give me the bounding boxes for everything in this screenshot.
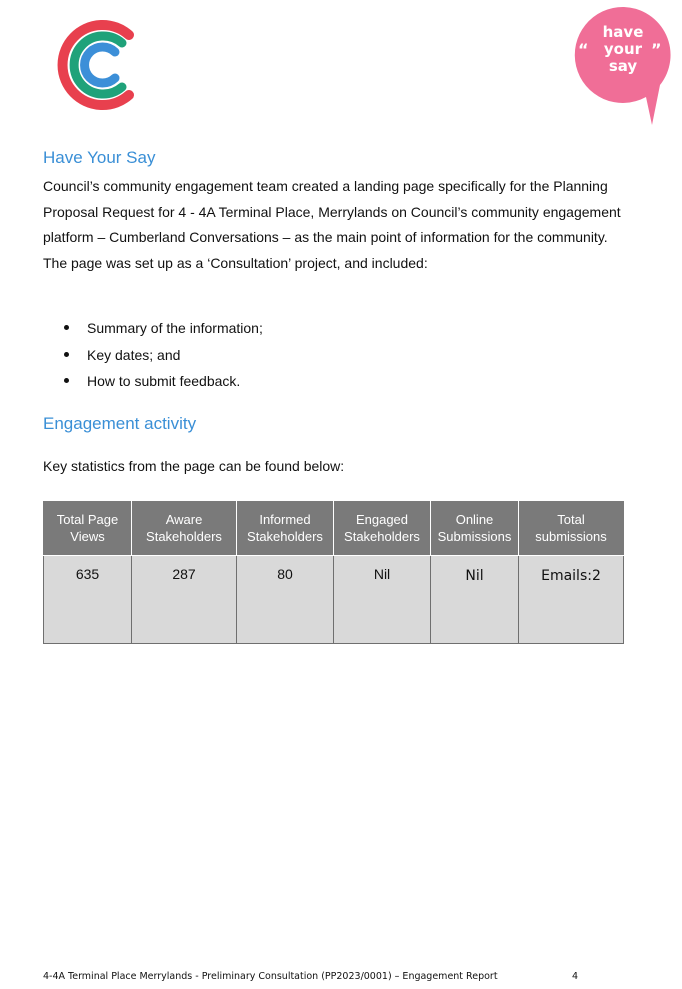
bullet-list	[43, 317, 263, 397]
list-item: How to submit feedback.	[43, 370, 263, 397]
open-quote-icon: “	[578, 40, 589, 59]
cell-total-page-views: 635	[44, 556, 132, 644]
header-total-page-views: Total Page Views	[44, 501, 132, 556]
close-quote-icon: ”	[651, 40, 662, 59]
cumberland-c-logo-icon	[46, 16, 140, 114]
header-engaged-stakeholders: Engaged Stakeholders	[334, 501, 431, 556]
heading-engagement-activity: Engagement activity	[43, 414, 197, 433]
footer-text: 4-4A Terminal Place Merrylands - Preliminary Consultation (PP2023/0001) – Engagement Report	[43, 971, 498, 982]
cell-aware-stakeholders: 287	[132, 556, 237, 644]
header-informed-stakeholders: Informed Stakeholders	[237, 501, 334, 556]
list-item: Key dates; and	[43, 344, 263, 371]
cell-informed-stakeholders: 80	[237, 556, 334, 644]
body-paragraph: Council’s community engagement team created a landing page specifically for the Planning Proposal Request for 4 - 4A Terminal Place, Merrylands on Council’s community engagement platform – Cumberland Conversations – as the main point of information for the community. The page was set up as a ‘Consultation’ project, and included:	[43, 178, 621, 272]
heading-have-your-say: Have Your Say	[43, 148, 156, 167]
table-header-row	[44, 501, 624, 556]
cell-total-submissions: Emails:2	[519, 556, 624, 644]
header-total-submissions: Total submissions	[519, 501, 624, 556]
header-aware-stakeholders: Aware Stakeholders	[132, 501, 237, 556]
header-online-submissions: Online Submissions	[431, 501, 519, 556]
have-your-say-badge-text	[590, 24, 656, 75]
list-item: Summary of the information;	[43, 317, 263, 344]
cell-engaged-stakeholders: Nil	[334, 556, 431, 644]
badge-line-3: say	[608, 57, 638, 75]
key-statistics-table	[43, 501, 624, 644]
badge-line-1: have	[602, 23, 644, 41]
page-number: 4	[572, 971, 579, 982]
cell-online-submissions: Nil	[431, 556, 519, 644]
table-row	[44, 556, 624, 644]
badge-line-2: your	[603, 40, 643, 58]
stats-intro: Key statistics from the page can be found below:	[43, 458, 345, 474]
